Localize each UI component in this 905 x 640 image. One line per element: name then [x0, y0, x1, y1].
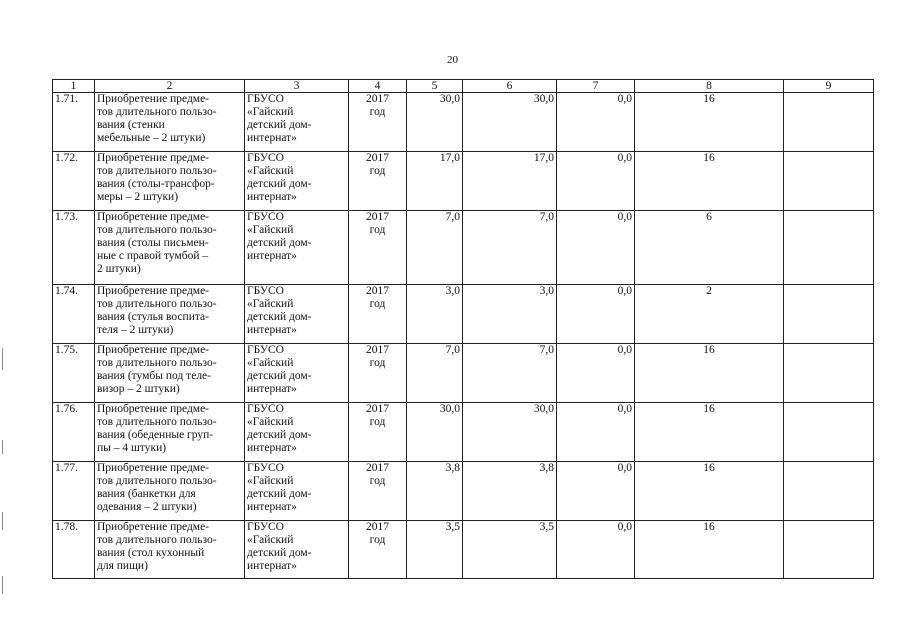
- header-cell: 8: [635, 80, 784, 93]
- scan-edge-mark: [2, 348, 3, 370]
- cell-line: год: [369, 298, 386, 310]
- cell-line: ГБУСО: [247, 152, 284, 164]
- cell-line: 2017: [366, 285, 389, 297]
- cell-line: визор – 2 штуки): [97, 383, 180, 395]
- value-col8-cell: 2: [635, 285, 784, 344]
- value-col9-cell: [784, 521, 874, 579]
- value-col5-cell: 30,0: [407, 93, 463, 152]
- cell-line: «Гайский: [247, 298, 294, 310]
- organization-cell: [245, 403, 349, 462]
- item-name-cell: [95, 403, 245, 462]
- header-cell: 3: [245, 80, 349, 93]
- row-number-cell: 1.73.: [53, 211, 95, 285]
- cell-line: год: [369, 165, 386, 177]
- value-col8-cell: 16: [635, 152, 784, 211]
- cell-line: детский дом-: [247, 237, 312, 249]
- value-col5-cell: 30,0: [407, 403, 463, 462]
- cell-line: тов длительного пользо-: [97, 298, 217, 310]
- cell-line: «Гайский: [247, 416, 294, 428]
- cell-line: тов длительного пользо-: [97, 165, 217, 177]
- cell-line: ГБУСО: [247, 211, 284, 223]
- cell-line: 2017: [366, 211, 389, 223]
- cell-line: Приобретение предме-: [97, 211, 210, 223]
- cell-line: детский дом-: [247, 178, 312, 190]
- cell-line: детский дом-: [247, 429, 312, 441]
- header-cell: 1: [53, 80, 95, 93]
- year-cell: [349, 93, 407, 152]
- value-col9-cell: [784, 462, 874, 521]
- year-cell: [349, 521, 407, 579]
- row-number-cell: 1.75.: [53, 344, 95, 403]
- cell-line: год: [369, 416, 386, 428]
- cell-line: Приобретение предме-: [97, 521, 210, 533]
- cell-line: мебельные – 2 штуки): [97, 132, 206, 144]
- value-col5-cell: 3,5: [407, 521, 463, 579]
- cell-line: интернат»: [247, 383, 297, 395]
- row-number-cell: 1.71.: [53, 93, 95, 152]
- year-cell: [349, 285, 407, 344]
- row-number-cell: 1.78.: [53, 521, 95, 579]
- cell-line: интернат»: [247, 132, 297, 144]
- value-col6-cell: 7,0: [463, 344, 557, 403]
- cell-line: интернат»: [247, 191, 297, 203]
- organization-cell: [245, 462, 349, 521]
- cell-line: интернат»: [247, 501, 297, 513]
- organization-cell: [245, 285, 349, 344]
- value-col5-cell: 17,0: [407, 152, 463, 211]
- cell-line: год: [369, 357, 386, 369]
- cell-line: интернат»: [247, 250, 297, 262]
- table-row: [53, 403, 874, 462]
- value-col8-cell: 16: [635, 93, 784, 152]
- value-col7-cell: 0,0: [557, 462, 635, 521]
- header-cell: 2: [95, 80, 245, 93]
- table-row: [53, 462, 874, 521]
- cell-line: «Гайский: [247, 224, 294, 236]
- cell-line: детский дом-: [247, 488, 312, 500]
- cell-line: Приобретение предме-: [97, 462, 210, 474]
- cell-line: Приобретение предме-: [97, 152, 210, 164]
- cell-line: 2017: [366, 403, 389, 415]
- cell-line: для пищи): [97, 560, 148, 572]
- value-col7-cell: 0,0: [557, 521, 635, 579]
- cell-line: «Гайский: [247, 165, 294, 177]
- cell-line: 2017: [366, 521, 389, 533]
- table-row: [53, 211, 874, 285]
- cell-line: детский дом-: [247, 547, 312, 559]
- cell-line: ГБУСО: [247, 93, 284, 105]
- table-row: [53, 344, 874, 403]
- value-col9-cell: [784, 403, 874, 462]
- value-col9-cell: [784, 152, 874, 211]
- cell-line: 2017: [366, 152, 389, 164]
- cell-line: Приобретение предме-: [97, 344, 210, 356]
- value-col7-cell: 0,0: [557, 403, 635, 462]
- value-col9-cell: [784, 344, 874, 403]
- value-col6-cell: 3,5: [463, 521, 557, 579]
- cell-line: год: [369, 534, 386, 546]
- year-cell: [349, 403, 407, 462]
- value-col9-cell: [784, 211, 874, 285]
- cell-line: 2 штуки): [97, 263, 141, 275]
- value-col6-cell: 30,0: [463, 403, 557, 462]
- cell-line: «Гайский: [247, 475, 294, 487]
- value-col8-cell: 6: [635, 211, 784, 285]
- table-row: [53, 152, 874, 211]
- cell-line: ГБУСО: [247, 521, 284, 533]
- cell-line: вания (обеденные груп-: [97, 429, 214, 441]
- header-cell: 4: [349, 80, 407, 93]
- cell-line: тов длительного пользо-: [97, 357, 217, 369]
- cell-line: ГБУСО: [247, 403, 284, 415]
- row-number-cell: 1.76.: [53, 403, 95, 462]
- cell-line: Приобретение предме-: [97, 93, 210, 105]
- value-col5-cell: 3,8: [407, 462, 463, 521]
- cell-line: 2017: [366, 462, 389, 474]
- organization-cell: [245, 152, 349, 211]
- cell-line: вания (стенки: [97, 119, 165, 131]
- header-cell: 5: [407, 80, 463, 93]
- cell-line: вания (столы письмен-: [97, 237, 209, 249]
- cell-line: вания (банкетки для: [97, 488, 196, 500]
- header-cell: 6: [463, 80, 557, 93]
- table-body: [53, 93, 874, 579]
- organization-cell: [245, 211, 349, 285]
- header-row: [53, 80, 874, 93]
- item-name-cell: [95, 462, 245, 521]
- cell-line: интернат»: [247, 560, 297, 572]
- cell-line: вания (стулья воспита-: [97, 311, 209, 323]
- value-col5-cell: 3,0: [407, 285, 463, 344]
- cell-line: вания (тумбы под теле-: [97, 370, 211, 382]
- row-number-cell: 1.77.: [53, 462, 95, 521]
- cell-line: тов длительного пользо-: [97, 106, 217, 118]
- value-col6-cell: 7,0: [463, 211, 557, 285]
- organization-cell: [245, 521, 349, 579]
- cell-line: детский дом-: [247, 311, 312, 323]
- table-row: [53, 285, 874, 344]
- value-col6-cell: 3,0: [463, 285, 557, 344]
- value-col9-cell: [784, 285, 874, 344]
- table-row: [53, 93, 874, 152]
- value-col6-cell: 3,8: [463, 462, 557, 521]
- year-cell: [349, 462, 407, 521]
- cell-line: детский дом-: [247, 370, 312, 382]
- value-col8-cell: 16: [635, 403, 784, 462]
- value-col8-cell: 16: [635, 462, 784, 521]
- value-col5-cell: 7,0: [407, 211, 463, 285]
- cell-line: год: [369, 475, 386, 487]
- data-table: [52, 79, 874, 579]
- table-row: [53, 521, 874, 579]
- cell-line: Приобретение предме-: [97, 285, 210, 297]
- year-cell: [349, 211, 407, 285]
- row-number-cell: 1.74.: [53, 285, 95, 344]
- cell-line: тов длительного пользо-: [97, 534, 217, 546]
- scan-edge-mark: [2, 512, 3, 530]
- cell-line: ГБУСО: [247, 462, 284, 474]
- cell-line: «Гайский: [247, 357, 294, 369]
- item-name-cell: [95, 285, 245, 344]
- value-col7-cell: 0,0: [557, 285, 635, 344]
- item-name-cell: [95, 521, 245, 579]
- value-col7-cell: 0,0: [557, 211, 635, 285]
- cell-line: меры – 2 штуки): [97, 191, 179, 203]
- row-number-cell: 1.72.: [53, 152, 95, 211]
- scan-edge-mark: [2, 576, 3, 594]
- cell-line: тов длительного пользо-: [97, 416, 217, 428]
- cell-line: «Гайский: [247, 106, 294, 118]
- value-col7-cell: 0,0: [557, 93, 635, 152]
- cell-line: год: [369, 106, 386, 118]
- item-name-cell: [95, 344, 245, 403]
- cell-line: интернат»: [247, 324, 297, 336]
- scan-edge-mark: [2, 440, 3, 454]
- value-col6-cell: 30,0: [463, 93, 557, 152]
- item-name-cell: [95, 93, 245, 152]
- cell-line: вания (столы-трансфор-: [97, 178, 215, 190]
- item-name-cell: [95, 211, 245, 285]
- value-col8-cell: 16: [635, 344, 784, 403]
- cell-line: год: [369, 224, 386, 236]
- cell-line: одевания – 2 штуки): [97, 501, 197, 513]
- cell-line: теля – 2 штуки): [97, 324, 174, 336]
- cell-line: Приобретение предме-: [97, 403, 210, 415]
- cell-line: детский дом-: [247, 119, 312, 131]
- value-col6-cell: 17,0: [463, 152, 557, 211]
- value-col7-cell: 0,0: [557, 344, 635, 403]
- cell-line: ные с правой тумбой –: [97, 250, 209, 262]
- cell-line: пы – 4 штуки): [97, 442, 167, 454]
- cell-line: ГБУСО: [247, 285, 284, 297]
- value-col5-cell: 7,0: [407, 344, 463, 403]
- header-cell: 9: [784, 80, 874, 93]
- cell-line: интернат»: [247, 442, 297, 454]
- cell-line: 2017: [366, 344, 389, 356]
- cell-line: тов длительного пользо-: [97, 224, 217, 236]
- value-col7-cell: 0,0: [557, 152, 635, 211]
- value-col9-cell: [784, 93, 874, 152]
- item-name-cell: [95, 152, 245, 211]
- year-cell: [349, 152, 407, 211]
- cell-line: вания (стол кухонный: [97, 547, 205, 559]
- cell-line: ГБУСО: [247, 344, 284, 356]
- header-cell: 7: [557, 80, 635, 93]
- page-number: 20: [447, 54, 458, 66]
- value-col8-cell: 16: [635, 521, 784, 579]
- year-cell: [349, 344, 407, 403]
- cell-line: «Гайский: [247, 534, 294, 546]
- cell-line: тов длительного пользо-: [97, 475, 217, 487]
- cell-line: 2017: [366, 93, 389, 105]
- organization-cell: [245, 93, 349, 152]
- organization-cell: [245, 344, 349, 403]
